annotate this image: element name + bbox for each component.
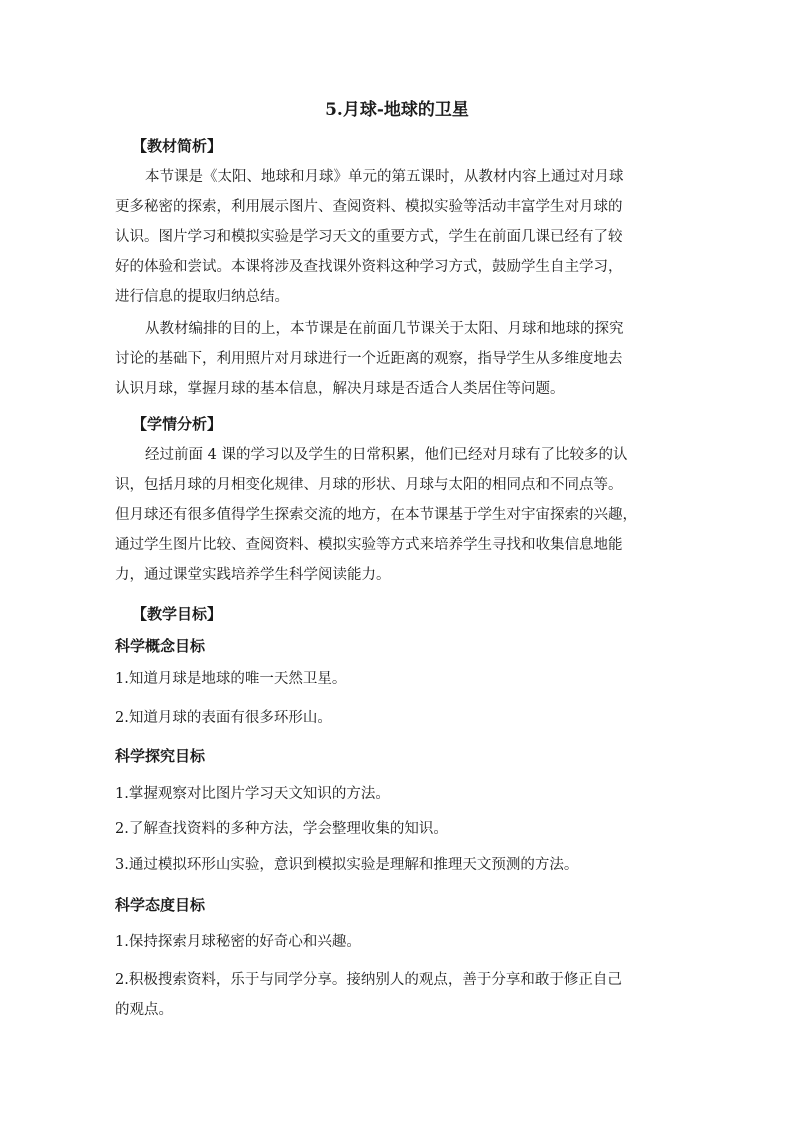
text-line: 进行信息的提取归纳总结。 xyxy=(115,289,289,305)
text-line: 从教材编排的目的上，本节课是在前面几节课关于太阳、月球和地球的探究 xyxy=(145,321,624,337)
list-item: 3.通过模拟环形山实验，意识到模拟实验是理解和推理天文预测的方法。 xyxy=(115,857,579,873)
list-item: 1.掌握观察对比图片学习天文知识的方法。 xyxy=(115,786,390,802)
text-line: 认识月球，掌握月球的基本信息，解决月球是否适合人类居住等问题。 xyxy=(115,381,565,397)
section-heading-learner-analysis: 【学情分析】 xyxy=(132,415,223,433)
text-line: 讨论的基础下，利用照片对月球进行一个近距离的观察，指导学生从多维度地去 xyxy=(115,351,623,367)
text-line: 2.积极搜索资料，乐于与同学分享。接纳别人的观点，善于分享和敢于修正自己 xyxy=(115,972,622,988)
text-line: 力，通过课堂实践培养学生科学阅读能力。 xyxy=(115,567,391,583)
text-line: 识，包括月球的月相变化规律、月球的形状、月球与太阳的相同点和不同点等。 xyxy=(115,477,623,493)
text-line: 本节课是《太阳、地球和月球》单元的第五课时，从教材内容上通过对月球 xyxy=(145,169,624,185)
list-item: 1.保持探索月球秘密的好奇心和兴趣。 xyxy=(115,934,361,950)
text-line: 认识。图片学习和模拟实验是学习天文的重要方式，学生在前面几课已经有了较 xyxy=(115,229,623,245)
subheading-inquiry-goals: 科学探究目标 xyxy=(115,747,206,765)
text-line: 好的体验和尝试。本课将涉及查找课外资料这种学习方式，鼓励学生自主学习， xyxy=(115,259,623,275)
document-title: 5.月球-地球的卫星 xyxy=(325,100,469,120)
section-heading-textbook-analysis: 【教材简析】 xyxy=(132,137,223,155)
section-heading-teaching-goals: 【教学目标】 xyxy=(132,605,223,623)
paragraph-textbook-analysis-1 xyxy=(115,162,685,312)
subheading-attitude-goals: 科学态度目标 xyxy=(115,896,206,914)
subheading-concept-goals: 科学概念目标 xyxy=(115,637,206,655)
text-line: 但月球还有很多值得学生探索交流的地方，在本节课基于学生对宇宙探索的兴趣， xyxy=(115,507,637,523)
paragraph-learner-analysis xyxy=(115,440,685,590)
text-line: 通过学生图片比较、查阅资料、模拟实验等方式来培养学生寻找和收集信息地能 xyxy=(115,537,623,553)
text-line: 的观点。 xyxy=(115,1002,173,1018)
text-line: 更多秘密的探索，利用展示图片、查阅资料、模拟实验等活动丰富学生对月球的 xyxy=(115,199,623,215)
list-item: 1.知道月球是地球的唯一天然卫星。 xyxy=(115,671,347,687)
paragraph-textbook-analysis-2 xyxy=(115,314,685,404)
list-item xyxy=(115,965,685,1025)
list-item: 2.了解查找资料的多种方法，学会整理收集的知识。 xyxy=(115,821,448,837)
list-item: 2.知道月球的表面有很多环形山。 xyxy=(115,710,332,726)
text-line: 经过前面 4 课的学习以及学生的日常积累，他们已经对月球有了比较多的认 xyxy=(145,447,628,463)
